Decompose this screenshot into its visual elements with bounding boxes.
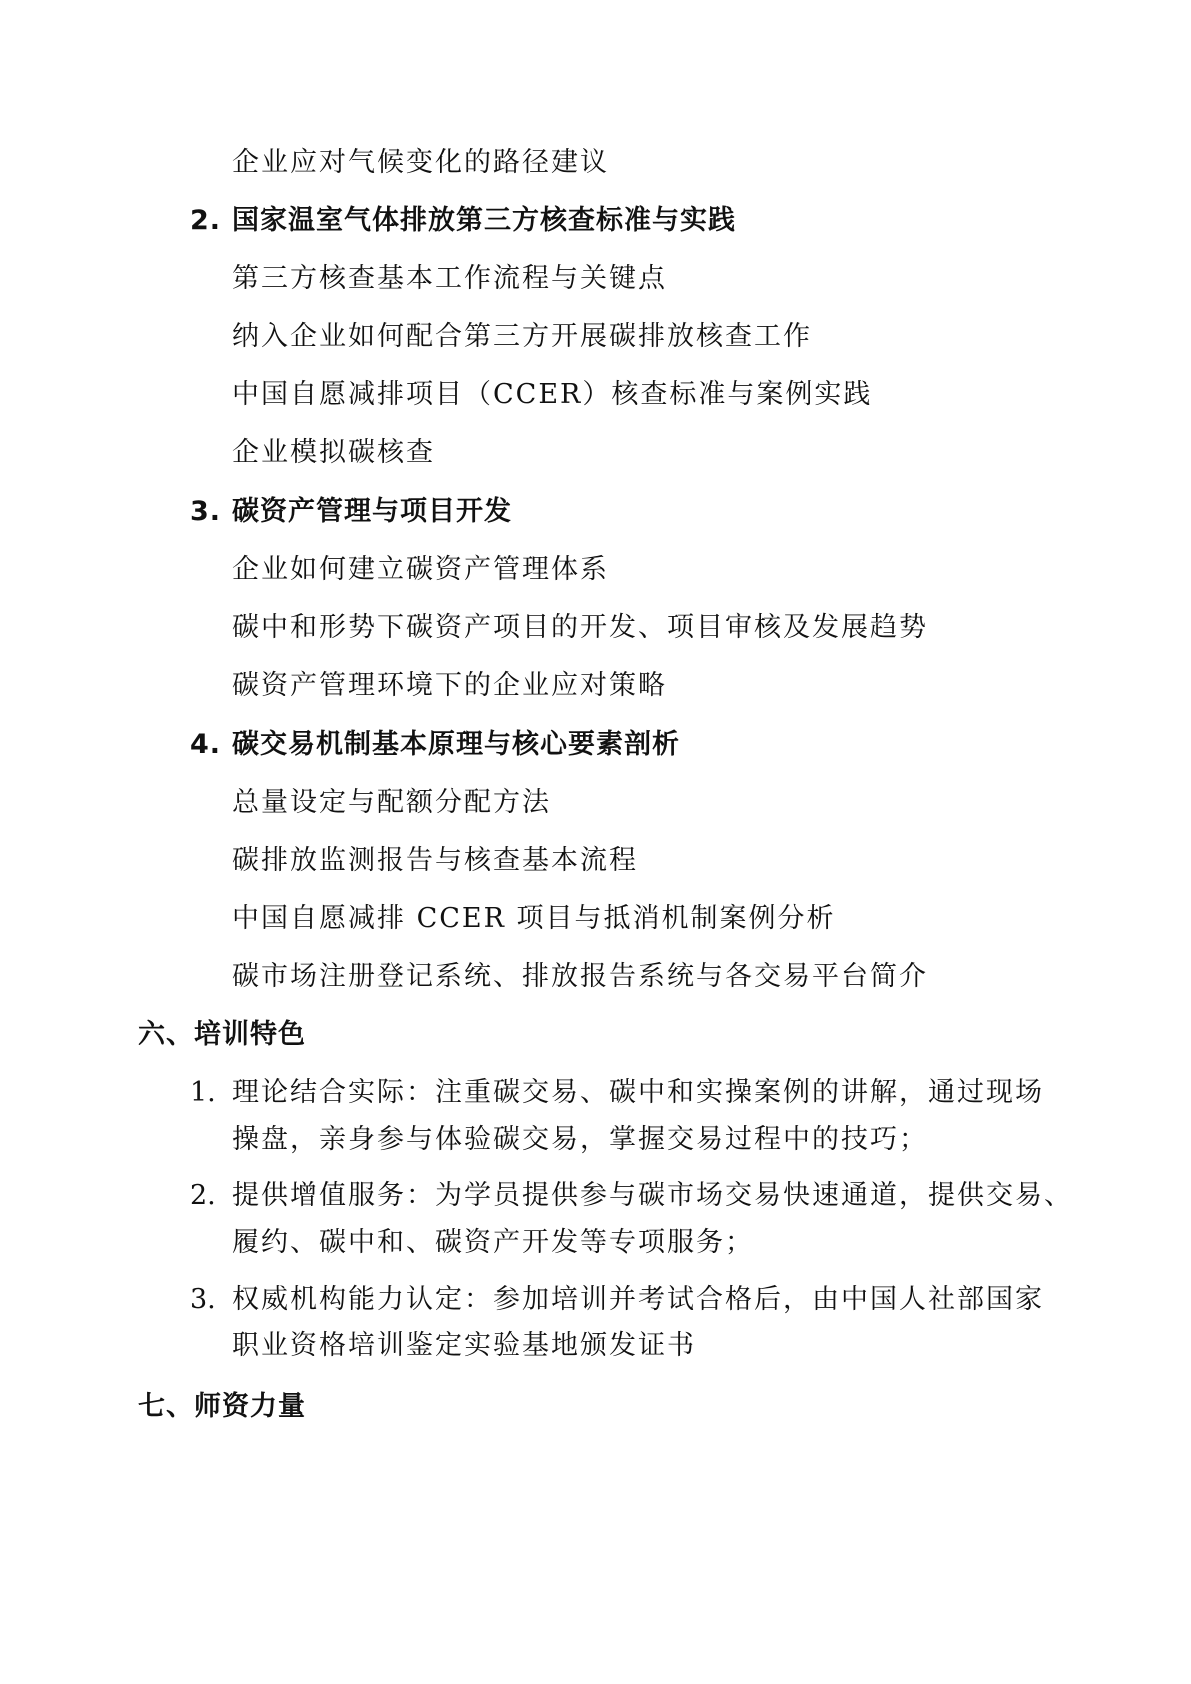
- feature-text: 理论结合实际：注重碳交易、碳中和实操案例的讲解，通过现场: [232, 1077, 1044, 1108]
- section-item: 碳资产管理环境下的企业应对策略: [232, 670, 667, 701]
- feature-number: 1.: [190, 1077, 216, 1108]
- feature-text-continued: 履约、碳中和、碳资产开发等专项服务；: [232, 1227, 754, 1258]
- section-title: 碳资产管理与项目开发: [232, 496, 512, 527]
- section-item: 企业如何建立碳资产管理体系: [232, 554, 609, 585]
- section-item: 中国自愿减排项目（CCER）核查标准与案例实践: [232, 379, 873, 410]
- section-item: 碳排放监测报告与核查基本流程: [232, 845, 638, 876]
- feature-number: 2.: [190, 1180, 216, 1211]
- section-item: 总量设定与配额分配方法: [232, 787, 551, 818]
- section-number: 3.: [190, 496, 222, 527]
- section-title: 碳交易机制基本原理与核心要素剖析: [232, 729, 680, 760]
- feature-text: 提供增值服务：为学员提供参与碳市场交易快速通道，提供交易、: [232, 1180, 1073, 1211]
- features-heading: 六、培训特色: [138, 1019, 306, 1050]
- section-item: 纳入企业如何配合第三方开展碳排放核查工作: [232, 321, 812, 352]
- feature-text-continued: 职业资格培训鉴定实验基地颁发证书: [232, 1330, 696, 1361]
- section-item: 第三方核查基本工作流程与关键点: [232, 263, 667, 294]
- section-item: 碳市场注册登记系统、排放报告系统与各交易平台简介: [232, 961, 928, 992]
- section-number: 2.: [190, 205, 222, 236]
- feature-number: 3.: [190, 1284, 216, 1315]
- section-item: 企业模拟碳核查: [232, 437, 435, 468]
- section-item: 中国自愿减排 CCER 项目与抵消机制案例分析: [232, 903, 836, 934]
- faculty-heading: 七、师资力量: [138, 1391, 306, 1422]
- feature-text: 权威机构能力认定：参加培训并考试合格后，由中国人社部国家: [232, 1284, 1044, 1315]
- section-number: 4.: [190, 729, 222, 760]
- section-item: 碳中和形势下碳资产项目的开发、项目审核及发展趋势: [232, 612, 928, 643]
- feature-text-continued: 操盘，亲身参与体验碳交易，掌握交易过程中的技巧；: [232, 1124, 928, 1155]
- continuation-line: 企业应对气候变化的路径建议: [232, 147, 609, 178]
- section-title: 国家温室气体排放第三方核查标准与实践: [232, 205, 736, 236]
